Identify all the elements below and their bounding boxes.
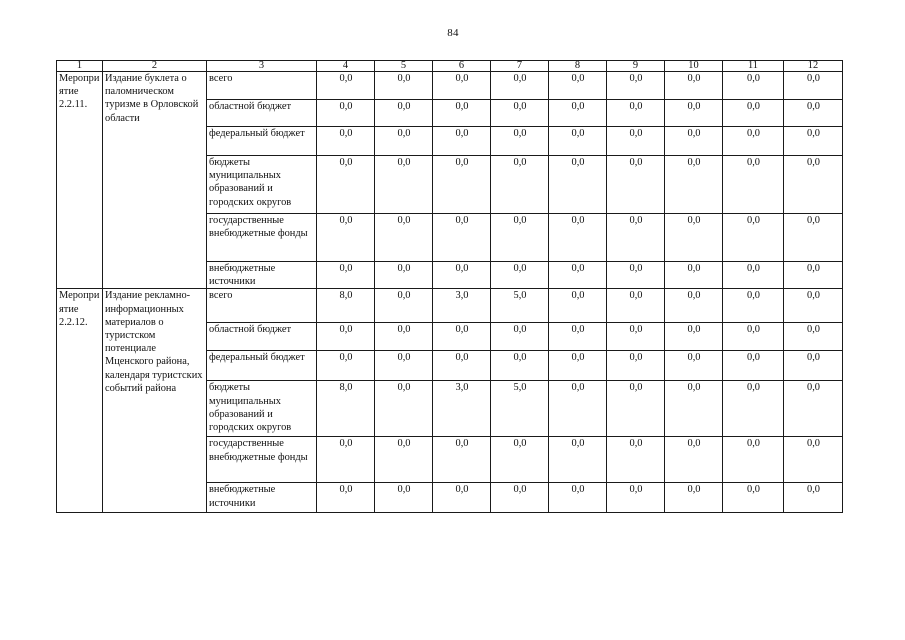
- funding-source-label: внебюджетные источники: [207, 483, 317, 513]
- amount-cell: 0,0: [665, 127, 723, 156]
- amount-cell: 0,0: [491, 483, 549, 513]
- amount-cell: 0,0: [723, 100, 784, 127]
- amount-cell: 0,0: [607, 262, 665, 289]
- amount-cell: 0,0: [375, 381, 433, 437]
- amount-cell: 0,0: [491, 351, 549, 381]
- amount-cell: 3,0: [433, 289, 491, 323]
- amount-cell: 0,0: [491, 156, 549, 214]
- amount-cell: 8,0: [317, 289, 375, 323]
- column-header-4: 4: [317, 61, 375, 72]
- funding-source-label: всего: [207, 289, 317, 323]
- amount-cell: 0,0: [723, 156, 784, 214]
- amount-cell: 0,0: [375, 100, 433, 127]
- column-header-8: 8: [549, 61, 607, 72]
- amount-cell: 0,0: [784, 100, 843, 127]
- amount-cell: 0,0: [549, 156, 607, 214]
- amount-cell: 0,0: [784, 351, 843, 381]
- amount-cell: 0,0: [433, 437, 491, 483]
- amount-cell: 0,0: [317, 262, 375, 289]
- page-number: 84: [447, 27, 459, 39]
- amount-cell: 8,0: [317, 381, 375, 437]
- amount-cell: 0,0: [549, 72, 607, 100]
- event-code: Мероприятие 2.2.11.: [57, 72, 103, 289]
- amount-cell: 0,0: [317, 351, 375, 381]
- amount-cell: 0,0: [607, 289, 665, 323]
- column-header-1: 1: [57, 61, 103, 72]
- amount-cell: 0,0: [549, 483, 607, 513]
- column-header-10: 10: [665, 61, 723, 72]
- column-header-11: 11: [723, 61, 784, 72]
- amount-cell: 0,0: [784, 262, 843, 289]
- amount-cell: 0,0: [375, 289, 433, 323]
- amount-cell: 0,0: [784, 437, 843, 483]
- amount-cell: 0,0: [375, 262, 433, 289]
- amount-cell: 0,0: [375, 323, 433, 351]
- amount-cell: 0,0: [607, 214, 665, 262]
- amount-cell: 0,0: [784, 289, 843, 323]
- column-header-9: 9: [607, 61, 665, 72]
- amount-cell: 0,0: [607, 483, 665, 513]
- amount-cell: 0,0: [607, 156, 665, 214]
- amount-cell: 0,0: [491, 262, 549, 289]
- amount-cell: 0,0: [784, 323, 843, 351]
- amount-cell: 0,0: [784, 381, 843, 437]
- funding-source-label: областной бюджет: [207, 100, 317, 127]
- column-header-3: 3: [207, 61, 317, 72]
- amount-cell: 0,0: [375, 156, 433, 214]
- column-header-2: 2: [103, 61, 207, 72]
- amount-cell: 0,0: [433, 127, 491, 156]
- amount-cell: 0,0: [433, 323, 491, 351]
- amount-cell: 0,0: [433, 214, 491, 262]
- amount-cell: 0,0: [607, 381, 665, 437]
- table-body: [57, 61, 843, 513]
- amount-cell: 0,0: [665, 483, 723, 513]
- amount-cell: 0,0: [665, 214, 723, 262]
- funding-source-label: всего: [207, 72, 317, 100]
- amount-cell: 0,0: [491, 437, 549, 483]
- amount-cell: 0,0: [665, 351, 723, 381]
- amount-cell: 0,0: [549, 262, 607, 289]
- amount-cell: 0,0: [723, 127, 784, 156]
- amount-cell: 0,0: [375, 437, 433, 483]
- amount-cell: 0,0: [723, 323, 784, 351]
- amount-cell: 0,0: [607, 351, 665, 381]
- amount-cell: 0,0: [433, 72, 491, 100]
- amount-cell: 0,0: [317, 483, 375, 513]
- amount-cell: 0,0: [784, 127, 843, 156]
- column-header-row: [57, 61, 843, 72]
- funding-table: [56, 60, 843, 513]
- amount-cell: 0,0: [549, 100, 607, 127]
- amount-cell: 0,0: [375, 351, 433, 381]
- event-code: Мероприятие 2.2.12.: [57, 289, 103, 513]
- amount-cell: 0,0: [375, 483, 433, 513]
- amount-cell: 0,0: [549, 323, 607, 351]
- funding-source-label: государственные внебюджетные фонды: [207, 437, 317, 483]
- funding-source-label: бюджеты муниципальных образований и городских округов: [207, 381, 317, 437]
- amount-cell: 0,0: [665, 100, 723, 127]
- amount-cell: 0,0: [665, 262, 723, 289]
- amount-cell: 5,0: [491, 289, 549, 323]
- amount-cell: 0,0: [607, 127, 665, 156]
- amount-cell: 0,0: [723, 289, 784, 323]
- amount-cell: 5,0: [491, 381, 549, 437]
- amount-cell: 0,0: [665, 381, 723, 437]
- amount-cell: 0,0: [607, 437, 665, 483]
- amount-cell: 0,0: [491, 323, 549, 351]
- event-title: Издание рекламно-информационных материалов о туристском потенциале Мценского района, календаря туристских событий района: [103, 289, 207, 513]
- amount-cell: 0,0: [317, 323, 375, 351]
- amount-cell: 0,0: [665, 156, 723, 214]
- amount-cell: 0,0: [317, 214, 375, 262]
- amount-cell: 0,0: [784, 72, 843, 100]
- event-title: Издание буклета о паломническом туризме в Орловской области: [103, 72, 207, 289]
- funding-source-label: областной бюджет: [207, 323, 317, 351]
- funding-source-label: федеральный бюджет: [207, 351, 317, 381]
- amount-cell: 0,0: [665, 437, 723, 483]
- amount-cell: 0,0: [723, 72, 784, 100]
- amount-cell: 0,0: [433, 351, 491, 381]
- column-header-7: 7: [491, 61, 549, 72]
- column-header-5: 5: [375, 61, 433, 72]
- amount-cell: 0,0: [723, 262, 784, 289]
- amount-cell: 0,0: [723, 381, 784, 437]
- amount-cell: 0,0: [784, 156, 843, 214]
- amount-cell: 0,0: [317, 72, 375, 100]
- amount-cell: 0,0: [433, 262, 491, 289]
- table-row: [57, 72, 843, 100]
- amount-cell: 0,0: [317, 156, 375, 214]
- amount-cell: 0,0: [549, 127, 607, 156]
- amount-cell: 0,0: [317, 437, 375, 483]
- amount-cell: 0,0: [607, 323, 665, 351]
- amount-cell: 0,0: [665, 289, 723, 323]
- amount-cell: 0,0: [723, 437, 784, 483]
- amount-cell: 0,0: [549, 289, 607, 323]
- column-header-12: 12: [784, 61, 843, 72]
- amount-cell: 0,0: [549, 351, 607, 381]
- amount-cell: 0,0: [665, 72, 723, 100]
- amount-cell: 0,0: [549, 381, 607, 437]
- amount-cell: 0,0: [491, 72, 549, 100]
- amount-cell: 0,0: [433, 100, 491, 127]
- amount-cell: 0,0: [784, 214, 843, 262]
- amount-cell: 0,0: [723, 351, 784, 381]
- amount-cell: 0,0: [723, 483, 784, 513]
- amount-cell: 3,0: [433, 381, 491, 437]
- amount-cell: 0,0: [549, 214, 607, 262]
- amount-cell: 0,0: [317, 100, 375, 127]
- amount-cell: 0,0: [375, 127, 433, 156]
- amount-cell: 0,0: [491, 100, 549, 127]
- funding-source-label: внебюджетные источники: [207, 262, 317, 289]
- amount-cell: 0,0: [784, 483, 843, 513]
- amount-cell: 0,0: [549, 437, 607, 483]
- table-row: [57, 289, 843, 323]
- amount-cell: 0,0: [607, 72, 665, 100]
- funding-source-label: государственные внебюджетные фонды: [207, 214, 317, 262]
- amount-cell: 0,0: [723, 214, 784, 262]
- column-header-6: 6: [433, 61, 491, 72]
- amount-cell: 0,0: [433, 156, 491, 214]
- amount-cell: 0,0: [433, 483, 491, 513]
- amount-cell: 0,0: [317, 127, 375, 156]
- amount-cell: 0,0: [665, 323, 723, 351]
- funding-source-label: бюджеты муниципальных образований и городских округов: [207, 156, 317, 214]
- amount-cell: 0,0: [375, 72, 433, 100]
- amount-cell: 0,0: [375, 214, 433, 262]
- funding-source-label: федеральный бюджет: [207, 127, 317, 156]
- amount-cell: 0,0: [491, 214, 549, 262]
- amount-cell: 0,0: [607, 100, 665, 127]
- amount-cell: 0,0: [491, 127, 549, 156]
